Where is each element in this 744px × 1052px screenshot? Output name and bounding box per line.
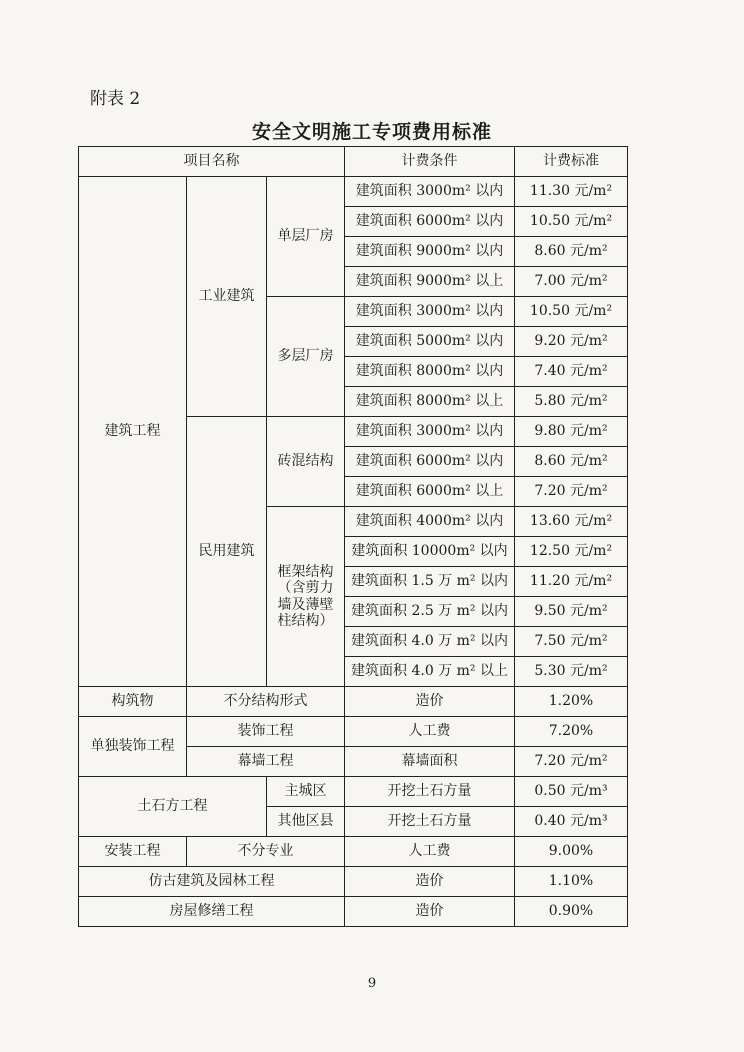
condition-cell: 建筑面积 2.5 万 m² 以内 <box>345 597 515 627</box>
condition-cell: 建筑面积 1.5 万 m² 以内 <box>345 567 515 597</box>
group-industrial: 工业建筑 <box>187 177 267 417</box>
standard-cell: 0.90% <box>515 897 628 927</box>
standard-cell: 0.40 元/m³ <box>515 807 628 837</box>
standard-cell: 11.20 元/m² <box>515 567 628 597</box>
standard-cell: 8.60 元/m² <box>515 447 628 477</box>
group-construction: 建筑工程 <box>79 177 187 687</box>
condition-cell: 建筑面积 8000m² 以上 <box>345 387 515 417</box>
standard-cell: 7.40 元/m² <box>515 357 628 387</box>
condition-cell: 开挖土石方量 <box>345 777 515 807</box>
earthwork-name: 土石方工程 <box>79 777 267 837</box>
standard-cell: 10.50 元/m² <box>515 297 628 327</box>
earthwork-sub: 其他区县 <box>267 807 345 837</box>
standard-cell: 9.20 元/m² <box>515 327 628 357</box>
standard-cell: 13.60 元/m² <box>515 507 628 537</box>
standard-cell: 9.80 元/m² <box>515 417 628 447</box>
condition-cell: 建筑面积 4000m² 以内 <box>345 507 515 537</box>
standard-cell: 8.60 元/m² <box>515 237 628 267</box>
group-single-floor: 单层厂房 <box>267 177 345 297</box>
decoration-sub: 幕墙工程 <box>187 747 345 777</box>
standard-cell: 7.00 元/m² <box>515 267 628 297</box>
table-row <box>79 777 628 807</box>
standard-cell: 1.20% <box>515 687 628 717</box>
table-row <box>79 717 628 747</box>
standard-cell: 0.50 元/m³ <box>515 777 628 807</box>
frame-line: （含剪力 <box>277 580 334 597</box>
standard-cell: 12.50 元/m² <box>515 537 628 567</box>
condition-cell: 人工费 <box>345 717 515 747</box>
standard-cell: 7.20 元/m² <box>515 747 628 777</box>
condition-cell: 造价 <box>345 687 515 717</box>
fee-standards-table <box>78 146 628 927</box>
condition-cell: 建筑面积 3000m² 以内 <box>345 297 515 327</box>
condition-cell: 建筑面积 6000m² 以内 <box>345 207 515 237</box>
condition-cell: 建筑面积 8000m² 以内 <box>345 357 515 387</box>
group-frame-structure <box>267 507 345 687</box>
table-row <box>79 837 628 867</box>
condition-cell: 建筑面积 9000m² 以上 <box>345 267 515 297</box>
decoration-sub: 装饰工程 <box>187 717 345 747</box>
table-row <box>79 177 628 207</box>
standard-cell: 7.20% <box>515 717 628 747</box>
condition-cell: 建筑面积 4.0 万 m² 以内 <box>345 627 515 657</box>
installation-name: 安装工程 <box>79 837 187 867</box>
installation-sub: 不分专业 <box>187 837 345 867</box>
table-header-row <box>79 147 628 177</box>
header-standard: 计费标准 <box>515 147 628 177</box>
decoration-name: 单独装饰工程 <box>79 717 187 777</box>
standard-cell: 11.30 元/m² <box>515 177 628 207</box>
condition-cell: 建筑面积 3000m² 以内 <box>345 177 515 207</box>
earthwork-sub: 主城区 <box>267 777 345 807</box>
page-number: 9 <box>367 976 377 991</box>
condition-cell: 造价 <box>345 897 515 927</box>
standard-cell: 7.20 元/m² <box>515 477 628 507</box>
group-multi-floor: 多层厂房 <box>267 297 345 417</box>
table-row <box>79 687 628 717</box>
appendix-label: 附表 2 <box>90 89 141 109</box>
condition-cell: 建筑面积 3000m² 以内 <box>345 417 515 447</box>
standard-cell: 9.00% <box>515 837 628 867</box>
frame-line: 柱结构） <box>277 612 334 629</box>
condition-cell: 建筑面积 6000m² 以上 <box>345 477 515 507</box>
standard-cell: 10.50 元/m² <box>515 207 628 237</box>
group-civil: 民用建筑 <box>187 417 267 687</box>
condition-cell: 建筑面积 4.0 万 m² 以上 <box>345 657 515 687</box>
group-brick: 砖混结构 <box>267 417 345 507</box>
header-item-name: 项目名称 <box>79 147 345 177</box>
repair-name: 房屋修缮工程 <box>79 897 345 927</box>
header-condition: 计费条件 <box>345 147 515 177</box>
frame-line: 框架结构 <box>277 564 334 581</box>
condition-cell: 开挖土石方量 <box>345 807 515 837</box>
frame-line: 墙及薄壁 <box>277 596 334 613</box>
table-row <box>79 897 628 927</box>
table-row <box>79 867 628 897</box>
standard-cell: 9.50 元/m² <box>515 597 628 627</box>
standard-cell: 5.30 元/m² <box>515 657 628 687</box>
standard-cell: 5.80 元/m² <box>515 387 628 417</box>
condition-cell: 幕墙面积 <box>345 747 515 777</box>
structures-sub: 不分结构形式 <box>187 687 345 717</box>
page-title: 安全文明施工专项费用标准 <box>251 121 492 143</box>
structures-name: 构筑物 <box>79 687 187 717</box>
standard-cell: 7.50 元/m² <box>515 627 628 657</box>
condition-cell: 造价 <box>345 867 515 897</box>
antique-name: 仿古建筑及园林工程 <box>79 867 345 897</box>
condition-cell: 建筑面积 6000m² 以内 <box>345 447 515 477</box>
condition-cell: 建筑面积 10000m² 以内 <box>345 537 515 567</box>
standard-cell: 1.10% <box>515 867 628 897</box>
condition-cell: 建筑面积 5000m² 以内 <box>345 327 515 357</box>
condition-cell: 建筑面积 9000m² 以内 <box>345 237 515 267</box>
condition-cell: 人工费 <box>345 837 515 867</box>
